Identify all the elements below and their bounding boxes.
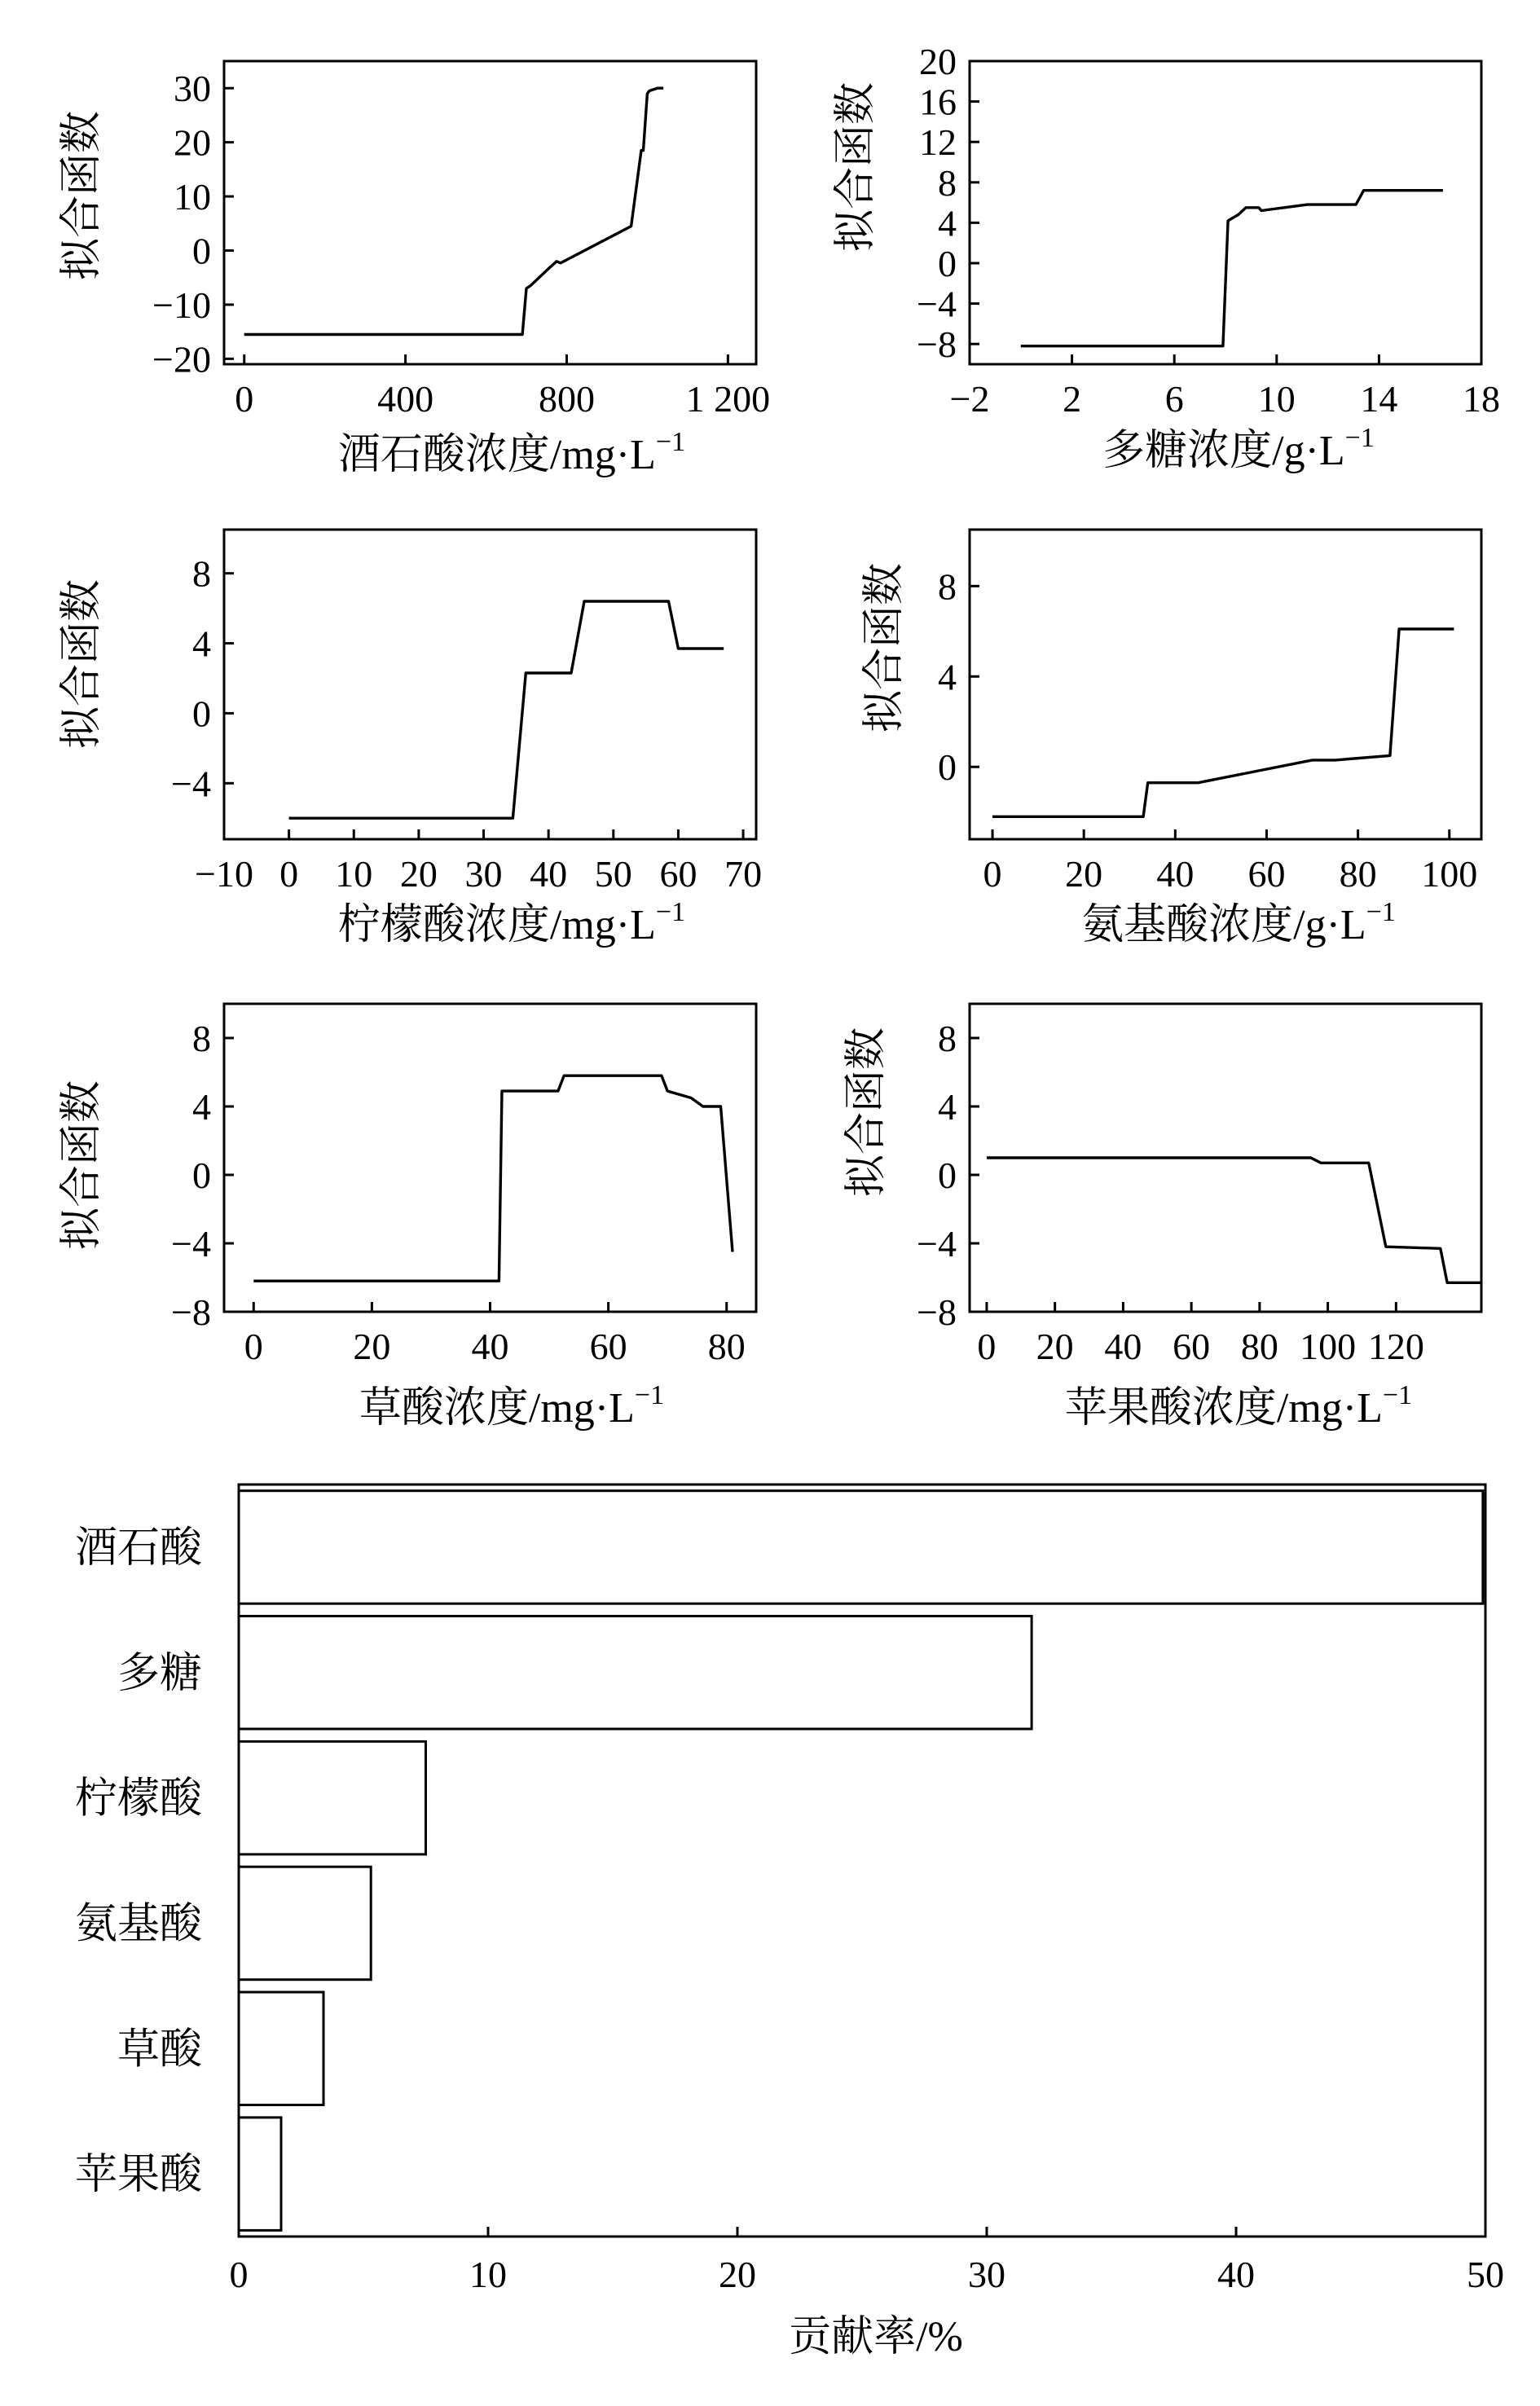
category-label: 柠檬酸 bbox=[74, 1775, 202, 1823]
y-tick-label: −4 bbox=[917, 1223, 957, 1265]
x-tick-label: 20 bbox=[399, 853, 438, 895]
y-tick-label: 8 bbox=[192, 552, 211, 595]
fit-curve bbox=[253, 1075, 733, 1281]
category-label: 酒石酸 bbox=[74, 1524, 202, 1572]
x-tick-label: 20 bbox=[719, 2254, 756, 2295]
bar bbox=[239, 1491, 1483, 1604]
bar bbox=[239, 1741, 426, 1854]
y-tick-label: 4 bbox=[192, 622, 211, 665]
x-tick-label: 100 bbox=[1300, 1326, 1357, 1367]
y-tick-label: 4 bbox=[192, 1086, 211, 1128]
x-tick-label: 100 bbox=[1421, 853, 1478, 895]
x-tick-label: 400 bbox=[377, 378, 434, 420]
y-tick-label: −4 bbox=[917, 283, 957, 325]
plot-frame bbox=[224, 1004, 756, 1312]
amino-acid-panel bbox=[861, 530, 1481, 948]
x-tick-label: 50 bbox=[1467, 2254, 1504, 2295]
x-axis-title-superscript: −1 bbox=[1344, 423, 1375, 453]
y-tick-label: −4 bbox=[171, 763, 211, 805]
x-tick-label: 6 bbox=[1164, 378, 1184, 420]
x-tick-label: 60 bbox=[589, 1326, 627, 1367]
y-tick-label: 0 bbox=[192, 230, 211, 272]
plot-frame bbox=[970, 530, 1481, 839]
y-tick-label: 20 bbox=[174, 121, 211, 164]
y-tick-label: 8 bbox=[938, 565, 957, 608]
y-tick-label: 0 bbox=[938, 746, 957, 789]
x-tick-label: 0 bbox=[244, 1326, 263, 1367]
x-tick-label: 60 bbox=[1247, 853, 1286, 895]
x-tick-label: 20 bbox=[1036, 1326, 1074, 1367]
y-tick-label: 8 bbox=[192, 1018, 211, 1059]
x-tick-label: 0 bbox=[279, 853, 299, 895]
x-tick-label: 40 bbox=[1104, 1326, 1142, 1367]
y-tick-label: 16 bbox=[919, 81, 957, 123]
x-tick-label: 30 bbox=[464, 853, 503, 895]
x-tick-label: 80 bbox=[707, 1326, 746, 1367]
y-axis-title: 拟合函数 bbox=[832, 81, 879, 253]
x-tick-label: 0 bbox=[983, 853, 1002, 895]
x-tick-label: 20 bbox=[353, 1326, 391, 1367]
oxalic-acid-panel bbox=[59, 1004, 756, 1432]
y-tick-label: 0 bbox=[192, 693, 211, 735]
x-tick-label: 10 bbox=[335, 853, 373, 895]
x-tick-label: 40 bbox=[1156, 853, 1195, 895]
plot-frame bbox=[970, 61, 1481, 364]
y-tick-label: 8 bbox=[938, 1018, 957, 1059]
x-axis-title: 多糖浓度$/g\cdot L^{-1}$ bbox=[1102, 423, 1375, 474]
x-tick-label: 40 bbox=[471, 1326, 509, 1367]
category-label: 氨基酸 bbox=[74, 1901, 202, 1948]
x-axis-title-superscript: −1 bbox=[655, 897, 686, 927]
x-tick-label: 50 bbox=[594, 853, 632, 895]
x-tick-label: 14 bbox=[1360, 378, 1398, 420]
x-tick-label: 40 bbox=[530, 853, 568, 895]
plot-frame bbox=[224, 530, 756, 839]
y-tick-label: 20 bbox=[919, 41, 957, 82]
y-tick-label: 4 bbox=[938, 1086, 957, 1128]
y-tick-label: −8 bbox=[917, 323, 957, 366]
fit-curve bbox=[244, 88, 664, 334]
plot-frame bbox=[224, 61, 756, 364]
x-axis-title-superscript: −1 bbox=[655, 427, 686, 457]
x-axis-title: 氨基酸浓度$/g\cdot L^{-1}$ bbox=[1081, 897, 1396, 948]
y-axis-title: 拟合函数 bbox=[58, 110, 105, 281]
citric-acid-panel bbox=[59, 530, 762, 948]
x-tick-label: 10 bbox=[1257, 378, 1296, 420]
x-tick-label: 80 bbox=[1240, 1326, 1278, 1367]
y-tick-label: −10 bbox=[152, 284, 211, 326]
x-tick-label: 2 bbox=[1063, 378, 1082, 420]
x-tick-label: 120 bbox=[1367, 1326, 1424, 1367]
x-axis-title: 酒石酸浓度$/mg\cdot L^{-1}$ bbox=[337, 427, 686, 478]
y-tick-label: 4 bbox=[938, 202, 957, 244]
bar bbox=[239, 1616, 1032, 1730]
y-tick-label: 12 bbox=[919, 121, 957, 164]
y-tick-label: −8 bbox=[171, 1291, 211, 1333]
y-axis-title: 拟合函数 bbox=[843, 1027, 890, 1198]
y-tick-label: 0 bbox=[938, 1155, 957, 1196]
x-tick-label: 80 bbox=[1339, 853, 1377, 895]
bar bbox=[239, 2118, 281, 2231]
x-axis-title-superscript: −1 bbox=[1366, 897, 1396, 927]
x-axis-title: 苹果酸浓度$/mg\cdot L^{-1}$ bbox=[1064, 1380, 1413, 1432]
y-tick-label: −4 bbox=[171, 1223, 211, 1265]
y-axis-title: 拟合函数 bbox=[58, 1080, 105, 1251]
x-tick-label: 0 bbox=[977, 1326, 997, 1367]
x-tick-label: 1 200 bbox=[685, 378, 771, 420]
x-tick-label: 18 bbox=[1463, 378, 1500, 420]
x-axis-title: 柠檬酸浓度$/mg\cdot L^{-1}$ bbox=[337, 897, 686, 948]
category-label: 草酸 bbox=[117, 2026, 202, 2074]
y-tick-label: 30 bbox=[174, 68, 211, 110]
x-tick-label: 20 bbox=[1065, 853, 1103, 895]
y-tick-label: 0 bbox=[938, 243, 957, 284]
x-axis-title: 贡献率/% bbox=[789, 2314, 963, 2360]
tartaric-acid-panel bbox=[59, 61, 770, 478]
y-tick-label: 4 bbox=[938, 656, 957, 698]
y-tick-label: −8 bbox=[917, 1291, 957, 1333]
x-axis-title: 草酸浓度$/mg\cdot L^{-1}$ bbox=[359, 1380, 665, 1432]
category-label: 多糖 bbox=[117, 1650, 202, 1697]
x-tick-label: −2 bbox=[949, 378, 990, 420]
x-tick-label: 0 bbox=[235, 378, 254, 420]
x-tick-label: 10 bbox=[469, 2254, 507, 2295]
x-tick-label: 0 bbox=[229, 2254, 249, 2295]
contribution-bar-chart bbox=[75, 1485, 1504, 2360]
x-tick-label: 60 bbox=[659, 853, 697, 895]
x-tick-label: 800 bbox=[538, 378, 595, 420]
x-axis-title-superscript: −1 bbox=[634, 1380, 665, 1410]
y-tick-label: 0 bbox=[192, 1155, 211, 1196]
x-axis-title-superscript: −1 bbox=[1382, 1380, 1413, 1410]
category-label: 苹果酸 bbox=[74, 2152, 202, 2199]
x-tick-label: 30 bbox=[968, 2254, 1005, 2295]
bar bbox=[239, 1867, 371, 1980]
x-tick-label: −10 bbox=[195, 853, 253, 895]
x-tick-label: 40 bbox=[1217, 2254, 1255, 2295]
y-axis-title: 拟合函数 bbox=[58, 578, 105, 750]
fit-curve bbox=[992, 629, 1454, 816]
y-tick-label: 10 bbox=[174, 176, 211, 218]
x-tick-label: 60 bbox=[1173, 1326, 1211, 1367]
polysaccharide-panel bbox=[833, 41, 1500, 474]
fit-curve bbox=[289, 601, 724, 818]
bar bbox=[239, 1992, 323, 2105]
y-tick-label: 8 bbox=[938, 161, 957, 204]
y-axis-title: 拟合函数 bbox=[860, 562, 908, 733]
y-tick-label: −20 bbox=[152, 338, 211, 380]
fit-curve bbox=[1021, 191, 1443, 346]
malic-acid-panel bbox=[843, 1004, 1481, 1432]
fit-curve bbox=[987, 1158, 1481, 1282]
x-tick-label: 70 bbox=[724, 853, 763, 895]
